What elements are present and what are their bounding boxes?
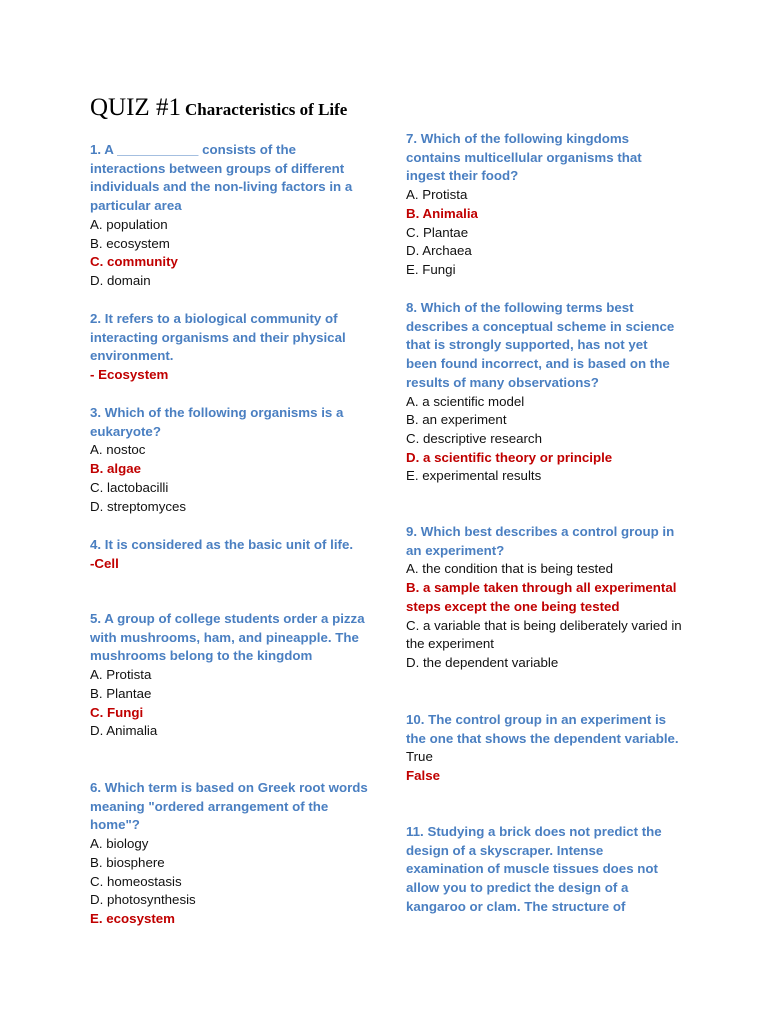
question-text: 11. Studying a brick does not predict the design of a skyscraper. Intense examination of muscle tissues does not allow you to predict the design of a kangaroo or clam. The structure of [406,824,662,914]
answer-option: D. Animalia [90,723,158,739]
answer-option: B. Plantae [90,685,152,701]
answer-option: E. Fungi [406,261,456,277]
correct-answer-option: False [406,768,441,784]
question-7 [406,130,682,280]
correct-answer-option: B. a sample taken through all experimental steps except the one being tested [406,580,677,614]
question-8 [406,299,682,486]
answer-option: D. the dependent variable [406,654,559,670]
correct-answer-option: E. ecosystem [90,910,176,926]
correct-answer-option: B. algae [90,461,141,477]
answer-option: A. a scientific model [406,393,525,409]
answer-option: C. Plantae [406,224,469,240]
question-text: 9. Which best describes a control group in an experiment? [406,524,675,558]
answer-option: E. experimental results [406,468,542,484]
correct-answer-option: C. community [90,254,178,270]
answer-option: B. an experiment [406,412,507,428]
question-11 [406,823,682,917]
question-text: 5. A group of college students order a pizza with mushrooms, ham, and pineapple. The mushrooms belong to the kingdom [90,611,365,664]
question-3 [90,404,368,516]
correct-answer-option: C. Fungi [90,704,144,720]
answer-option: True [406,749,433,765]
answer-option: D. photosynthesis [90,892,196,908]
answer-option: A. the condition that is being tested [406,561,613,577]
correct-answer: -Cell [90,555,119,571]
answer-option: C. descriptive research [406,430,542,446]
answer-option: A. biology [90,836,149,852]
question-5 [90,610,368,741]
question-text: 1. A ___________ consists of the interactions between groups of different individuals and the non-living factors in a particular area [90,142,353,214]
answer-option: C. lactobacilli [90,479,169,495]
answer-option: C. a variable that is being deliberately varied in the experiment [406,617,682,652]
quiz-topic: Characteristics of Life [184,100,348,119]
answer-option: A. Protista [406,187,468,203]
answer-option: D. streptomyces [90,498,187,514]
answer-option: C. homeostasis [90,873,182,889]
correct-answer-option: D. a scientific theory or principle [406,449,613,465]
question-text: 7. Which of the following kingdoms contains multicellular organisms that ingest their food? [406,131,642,184]
question-10 [406,711,682,786]
answer-option: D. Archaea [406,243,472,259]
question-text: 10. The control group in an experiment is the one that shows the dependent variable. [406,712,679,746]
question-4 [90,536,368,573]
answer-option: D. domain [90,272,151,288]
correct-answer-option: B. Animalia [406,205,478,221]
answer-option: A. nostoc [90,442,146,458]
answer-option: B. ecosystem [90,235,170,251]
question-text: 6. Which term is based on Greek root words meaning "ordered arrangement of the home"? [90,780,368,833]
question-1 [90,141,368,291]
answer-option: B. biosphere [90,854,165,870]
question-9 [406,523,682,673]
answer-option: A. Protista [90,667,152,683]
answer-option: A. population [90,216,168,232]
question-text: 2. It refers to a biological community of interacting organisms and their physical environment. [90,311,346,364]
quiz-number: QUIZ #1 [90,94,181,121]
question-text: 4. It is considered as the basic unit of life. [90,537,354,552]
page-title [90,94,347,122]
question-text: 8. Which of the following terms best describes a conceptual scheme in science that is strongly supported, has not yet been found incorrect, and is based on the results of many observations? [406,300,675,390]
correct-answer: - Ecosystem [90,367,169,383]
question-text: 3. Which of the following organisms is a eukaryote? [90,405,344,439]
question-2 [90,310,368,385]
question-6 [90,779,368,929]
